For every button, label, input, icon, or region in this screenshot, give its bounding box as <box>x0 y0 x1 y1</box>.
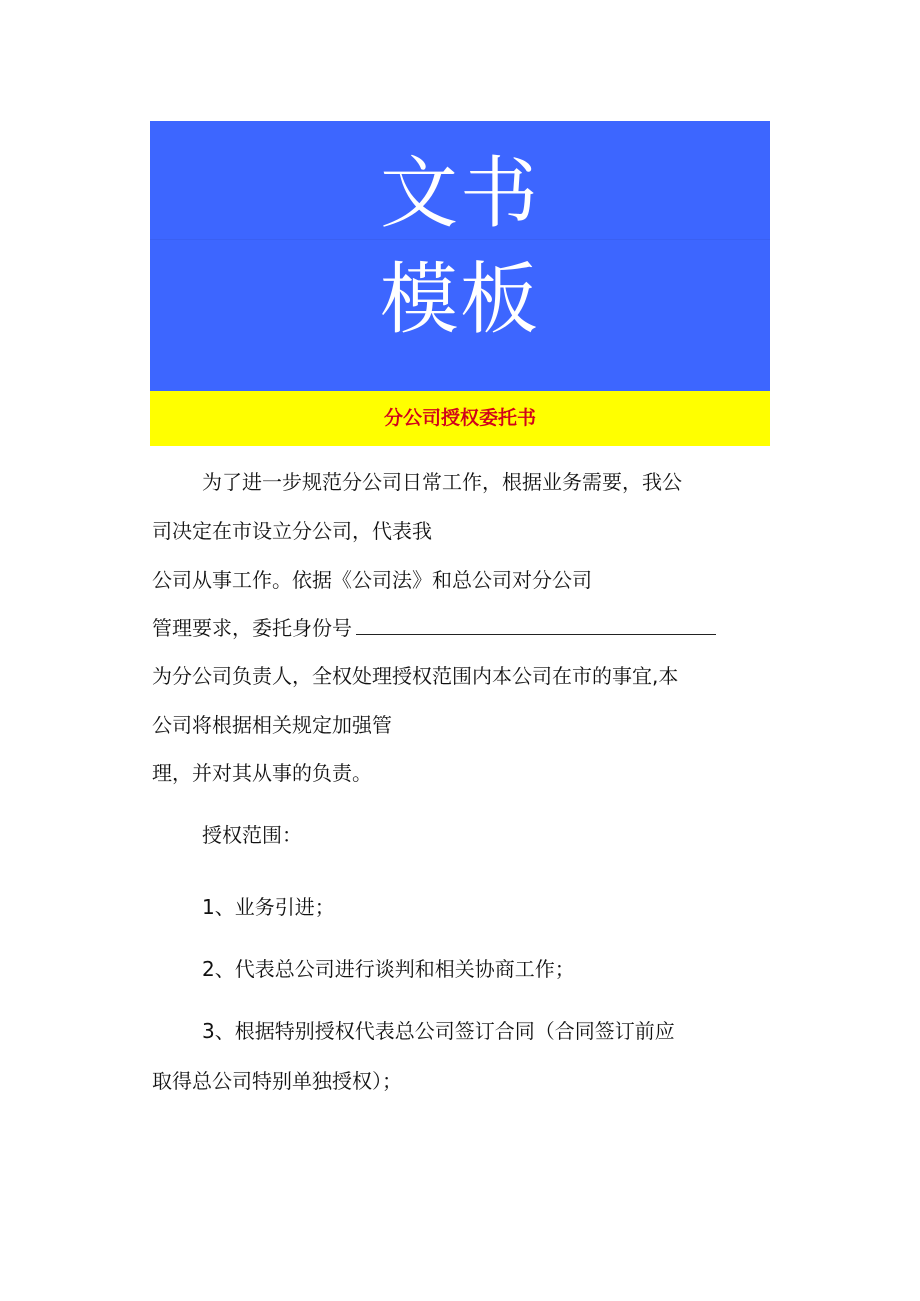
paragraph-line: 司决定在市设立分公司，代表我 <box>152 519 432 543</box>
title-banner <box>150 121 770 391</box>
paragraph-line: 理，并对其从事的负责。 <box>152 761 372 785</box>
scope-item: 1、业务引进； <box>202 895 335 919</box>
paragraph-line: 为了进一步规范分公司日常工作，根据业务需要，我公 <box>202 470 682 494</box>
banner-title-line-1: 文书 <box>379 149 540 239</box>
paragraph-line: 公司从事工作。依据《公司法》和总公司对分公司 <box>152 568 592 592</box>
banner-divider <box>150 239 770 240</box>
id-number-blank <box>356 616 716 635</box>
scope-item-continuation: 取得总公司特别单独授权）； <box>152 1069 402 1093</box>
paragraph-line: 公司将根据相关规定加强管 <box>152 713 392 737</box>
paragraph-line: 为分公司负责人，全权处理授权范围内本公司在市的事宜,本 <box>152 664 679 688</box>
scope-item: 2、代表总公司进行谈判和相关协商工作； <box>202 957 575 981</box>
paragraph-line: 管理要求，委托身份号 <box>152 616 352 640</box>
paragraph-line-with-blank <box>152 614 716 642</box>
scope-heading: 授权范围： <box>202 823 302 847</box>
document-title: 分公司授权委托书 <box>150 391 770 446</box>
scope-item: 3、根据特别授权代表总公司签订合同（合同签订前应 <box>202 1019 675 1043</box>
banner-title-line-2: 模板 <box>379 255 540 345</box>
